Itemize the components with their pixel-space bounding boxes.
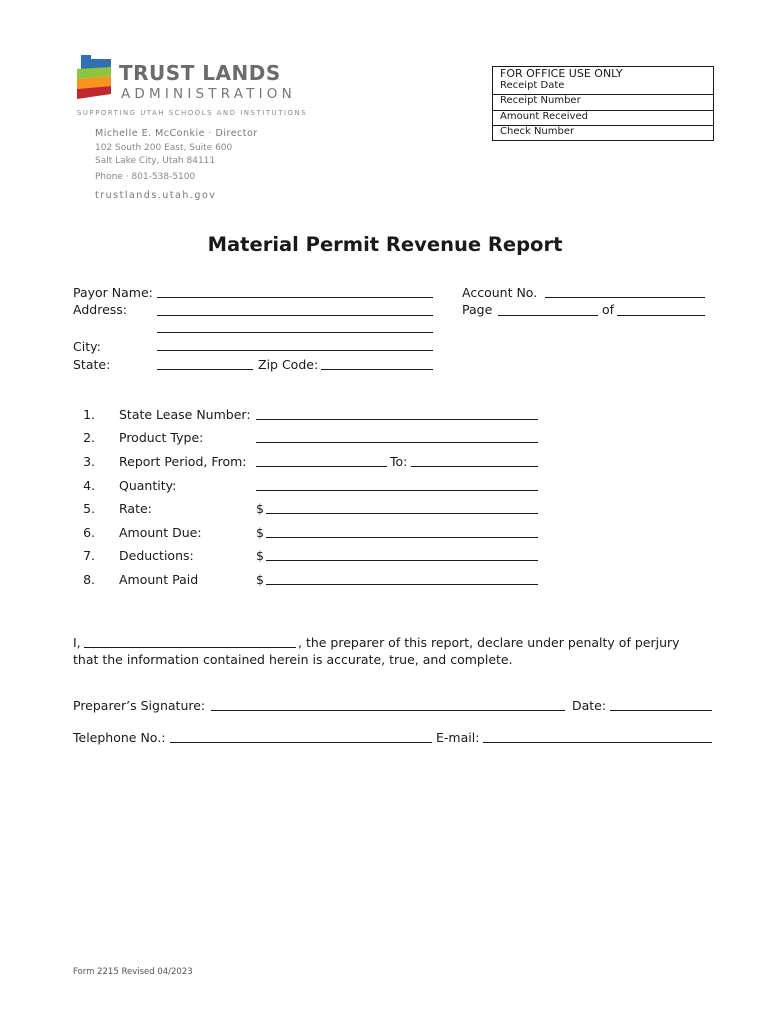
page-number-field[interactable] (498, 315, 598, 316)
item-number: 6. (83, 525, 95, 540)
item-number: 8. (83, 572, 95, 587)
org-name: TRUST LANDS (119, 61, 281, 85)
org-subtitle: ADMINISTRATION (121, 86, 296, 102)
preparer-signature-label: Preparer’s Signature: (73, 698, 206, 713)
email-field[interactable] (483, 742, 712, 743)
page-title: Material Permit Revenue Report (207, 233, 563, 256)
date-label: Date: (572, 698, 607, 713)
deductions-label: Deductions: (119, 548, 194, 563)
report-period-from-label: Report Period, From: (119, 454, 247, 469)
city-field[interactable] (157, 350, 433, 351)
quantity-label: Quantity: (119, 478, 177, 493)
phone-number: Phone · 801-538-5100 (95, 172, 196, 182)
product-type-field[interactable] (256, 442, 538, 443)
dollar-sign: $ (256, 501, 264, 516)
zip-code-field[interactable] (321, 369, 433, 370)
account-number-label: Account No. (462, 285, 538, 300)
page-total-field[interactable] (617, 315, 705, 316)
declaration-prefix: I, (73, 635, 81, 650)
dollar-sign: $ (256, 572, 264, 587)
account-number-field[interactable] (545, 297, 705, 298)
director-name: Michelle E. McConkie · Director (95, 128, 258, 139)
report-period-to-label: To: (390, 454, 408, 469)
declaration-text-line-1: , the preparer of this report, declare under penalty of perjury (298, 635, 680, 650)
dollar-sign: $ (256, 548, 264, 563)
payor-name-label: Payor Name: (73, 285, 153, 300)
address-line-1: 102 South 200 East, Suite 600 (95, 143, 233, 153)
state-lease-number-field[interactable] (256, 419, 538, 420)
email-label: E-mail: (436, 730, 480, 745)
item-number: 7. (83, 548, 95, 563)
product-type-label: Product Type: (119, 430, 204, 445)
rate-label: Rate: (119, 501, 152, 516)
state-lease-number-label: State Lease Number: (119, 407, 251, 422)
telephone-label: Telephone No.: (73, 730, 166, 745)
report-period-from-field[interactable] (256, 466, 387, 467)
of-label: of (602, 302, 615, 317)
amount-received-field[interactable]: Amount Received (493, 110, 713, 122)
office-use-box (492, 66, 714, 141)
preparer-name-field[interactable] (84, 647, 296, 648)
receipt-number-field[interactable]: Receipt Number (493, 94, 713, 106)
city-label: City: (73, 339, 101, 354)
quantity-field[interactable] (256, 490, 538, 491)
amount-due-label: Amount Due: (119, 525, 202, 540)
item-number: 1. (83, 407, 95, 422)
address-field-2[interactable] (157, 332, 433, 333)
form-revision-footer: Form 2215 Revised 04/2023 (73, 967, 193, 977)
telephone-field[interactable] (170, 742, 432, 743)
org-tagline: SUPPORTING UTAH SCHOOLS AND INSTITUTIONS (77, 109, 308, 117)
amount-due-field[interactable] (266, 537, 538, 538)
dollar-sign: $ (256, 525, 264, 540)
preparer-signature-field[interactable] (211, 710, 565, 711)
date-field[interactable] (610, 710, 712, 711)
declaration-text-line-2: that the information contained herein is accurate, true, and complete. (73, 652, 513, 667)
check-number-field[interactable]: Check Number (493, 125, 713, 137)
state-label: State: (73, 357, 111, 372)
address-field-1[interactable] (157, 315, 433, 316)
item-number: 4. (83, 478, 95, 493)
amount-paid-label: Amount Paid (119, 572, 199, 587)
address-label: Address: (73, 302, 127, 317)
item-number: 3. (83, 454, 95, 469)
item-number: 5. (83, 501, 95, 516)
rate-field[interactable] (266, 513, 538, 514)
payor-name-field[interactable] (157, 297, 433, 298)
website: trustlands.utah.gov (95, 190, 217, 201)
trust-lands-logo-icon (77, 55, 111, 101)
item-number: 2. (83, 430, 95, 445)
deductions-field[interactable] (266, 560, 538, 561)
office-use-heading: FOR OFFICE USE ONLY (500, 67, 623, 80)
zip-code-label: Zip Code: (258, 357, 319, 372)
receipt-date-field[interactable]: Receipt Date (500, 80, 565, 91)
amount-paid-field[interactable] (266, 584, 538, 585)
address-line-2: Salt Lake City, Utah 84111 (95, 156, 216, 166)
state-field[interactable] (157, 369, 253, 370)
page-label: Page (462, 302, 493, 317)
report-period-to-field[interactable] (411, 466, 538, 467)
